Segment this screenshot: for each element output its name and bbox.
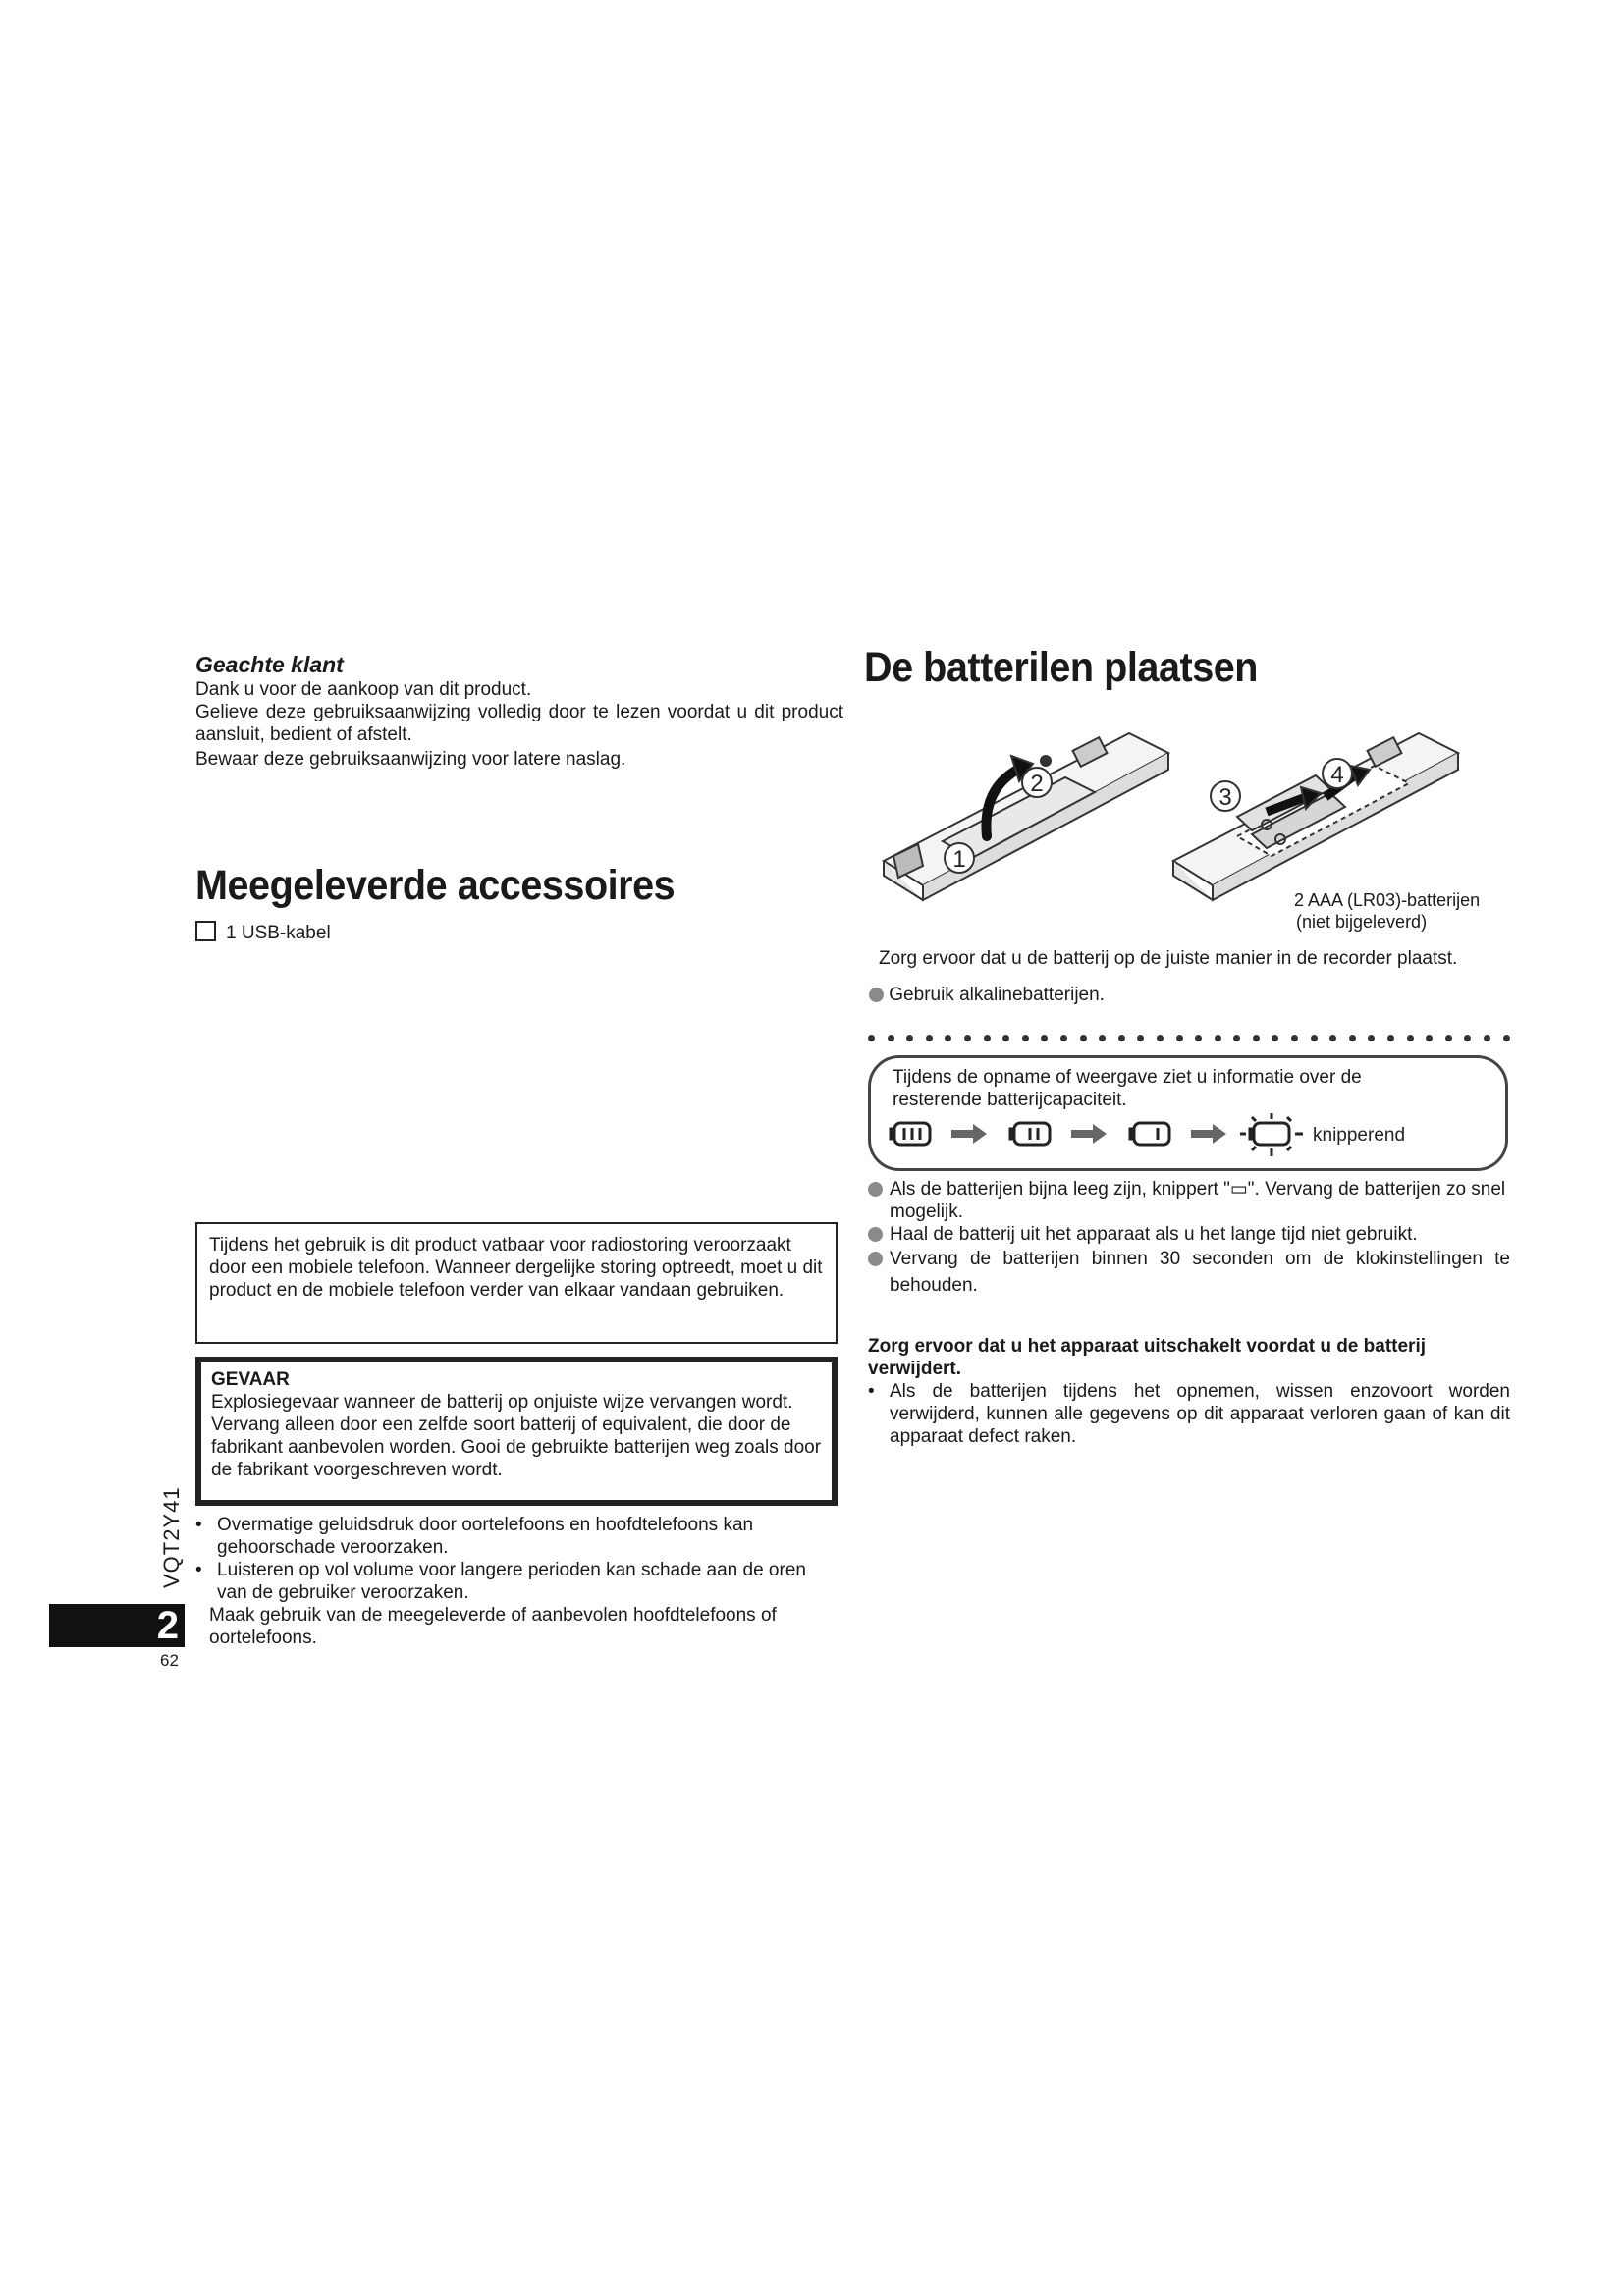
warning-item: • Luisteren op vol volume voor langere perioden kan schade aan de oren van de gebruiker veroorzaken. xyxy=(195,1560,806,1603)
section-number-tab xyxy=(49,1604,185,1647)
batteries-title: De batterilen plaatsen xyxy=(864,644,1259,691)
dear-customer-title: Geachte klant xyxy=(195,652,344,677)
battery-one-third-icon xyxy=(1134,1123,1169,1145)
switch-off-section xyxy=(868,1335,1510,1448)
battery-capacity-box xyxy=(868,1055,1508,1171)
dear-read-instructions: Gelieve deze gebruiksaanwijzing volledig door te lezen voordat u dit product aansluit, bedient of afstelt. xyxy=(195,702,843,745)
dear-keep-instructions: Bewaar deze gebruiksaanwijzing voor latere naslag. xyxy=(195,749,626,770)
bullet-dot-icon xyxy=(868,1252,883,1266)
battery-empty-blinking-icon xyxy=(1254,1123,1289,1145)
battery-bullets xyxy=(868,1178,1510,1299)
step-2-label: 2 xyxy=(1030,771,1044,797)
dear-customer-section xyxy=(195,652,843,771)
section-number: 2 xyxy=(156,1604,179,1647)
alkaline-note: Gebruik alkalinebatterijen. xyxy=(869,984,1105,1006)
battery-caption xyxy=(1294,889,1480,933)
accessory-item xyxy=(195,921,331,944)
accessory-item-label: 1 USB-kabel xyxy=(226,923,331,943)
step-3-label: 3 xyxy=(1218,784,1232,811)
headphone-warnings xyxy=(195,1514,828,1649)
battery-caption-line2: (niet bijgeleverd) xyxy=(1296,912,1428,932)
dotted-separator xyxy=(868,1035,1510,1041)
battery-bullet: Vervang de batterijen binnen 30 seconden om de klokinstellingen te behouden. xyxy=(868,1246,1510,1299)
accessories-title: Meegeleverde accessoires xyxy=(195,862,676,909)
checkbox-icon xyxy=(195,921,216,941)
radio-interference-notice xyxy=(195,1222,838,1344)
battery-bullet: Haal de batterij uit het apparaat als u het lange tijd niet gebruikt. xyxy=(868,1223,1510,1246)
product-code: VQT2Y41 xyxy=(159,1486,184,1588)
danger-box xyxy=(195,1357,838,1506)
battery-caption-line1: 2 AAA (LR03)-batterijen xyxy=(1294,890,1481,910)
capacity-info-text: Tijdens de opname of weergave ziet u informatie over de resterende batterijcapaciteit. xyxy=(893,1067,1362,1110)
bullet-dot-icon xyxy=(869,988,884,1002)
page-number: 62 xyxy=(160,1651,179,1670)
danger-text: Explosiegevaar wanneer de batterij op onjuiste wijze vervangen wordt. Vervang alleen door een zelfde soort batterij of equivalent, die door de fabrikant aanbevolen worden. Gooi de gebruikte batterijen weg zoals door de fabrikant voorgeschreven wordt. xyxy=(211,1392,822,1480)
battery-two-thirds-icon xyxy=(1014,1123,1050,1145)
insert-note: Zorg ervoor dat u de batterij op de juiste manier in de recorder plaatst. xyxy=(879,948,1458,969)
bullet-icon: • xyxy=(195,1560,202,1580)
warning-item: • Overmatige geluidsdruk door oortelefoons en hoofdtelefoons kan gehoorschade veroorzaken. xyxy=(195,1515,754,1558)
notice-text: Tijdens het gebruik is dit product vatbaar voor radiostoring veroorzaakt door een mobiele telefoon. Wanneer dergelijke storing optreedt, moet u dit product en de mobiele telefoon verder van elkaar vandaan gebruiken. xyxy=(209,1235,823,1301)
step-4-label: 4 xyxy=(1330,762,1344,788)
switch-off-bullet: • Als de batterijen tijdens het opnemen, wissen enzovoort worden verwijderd, kunnen alle gegevens op dit apparaat verloren gaan of kan dit apparaat defect raken. xyxy=(868,1381,1510,1447)
bullet-dot-icon xyxy=(868,1227,883,1242)
step-1-label: 1 xyxy=(952,846,966,873)
battery-level-sequence xyxy=(889,1113,1478,1158)
headphone-note: Maak gebruik van de meegeleverde of aanbevolen hoofdtelefoons of oortelefoons. xyxy=(209,1605,777,1648)
bullet-icon: • xyxy=(868,1381,875,1402)
blinking-label: knipperend xyxy=(1313,1125,1406,1146)
battery-bullet: Als de batterijen bijna leeg zijn, knippert "▭". Vervang de batterijen zo snel mogelijk. xyxy=(868,1178,1510,1223)
switch-off-heading: Zorg ervoor dat u het apparaat uitschakelt voordat u de batterij verwijdert. xyxy=(868,1336,1426,1379)
dear-thanks: Dank u voor de aankoop van dit product. xyxy=(195,679,532,700)
arrow-right-icons xyxy=(951,1124,1226,1144)
bullet-dot-icon xyxy=(868,1182,883,1197)
danger-heading: GEVAAR xyxy=(211,1369,290,1390)
bullet-icon: • xyxy=(195,1515,202,1535)
